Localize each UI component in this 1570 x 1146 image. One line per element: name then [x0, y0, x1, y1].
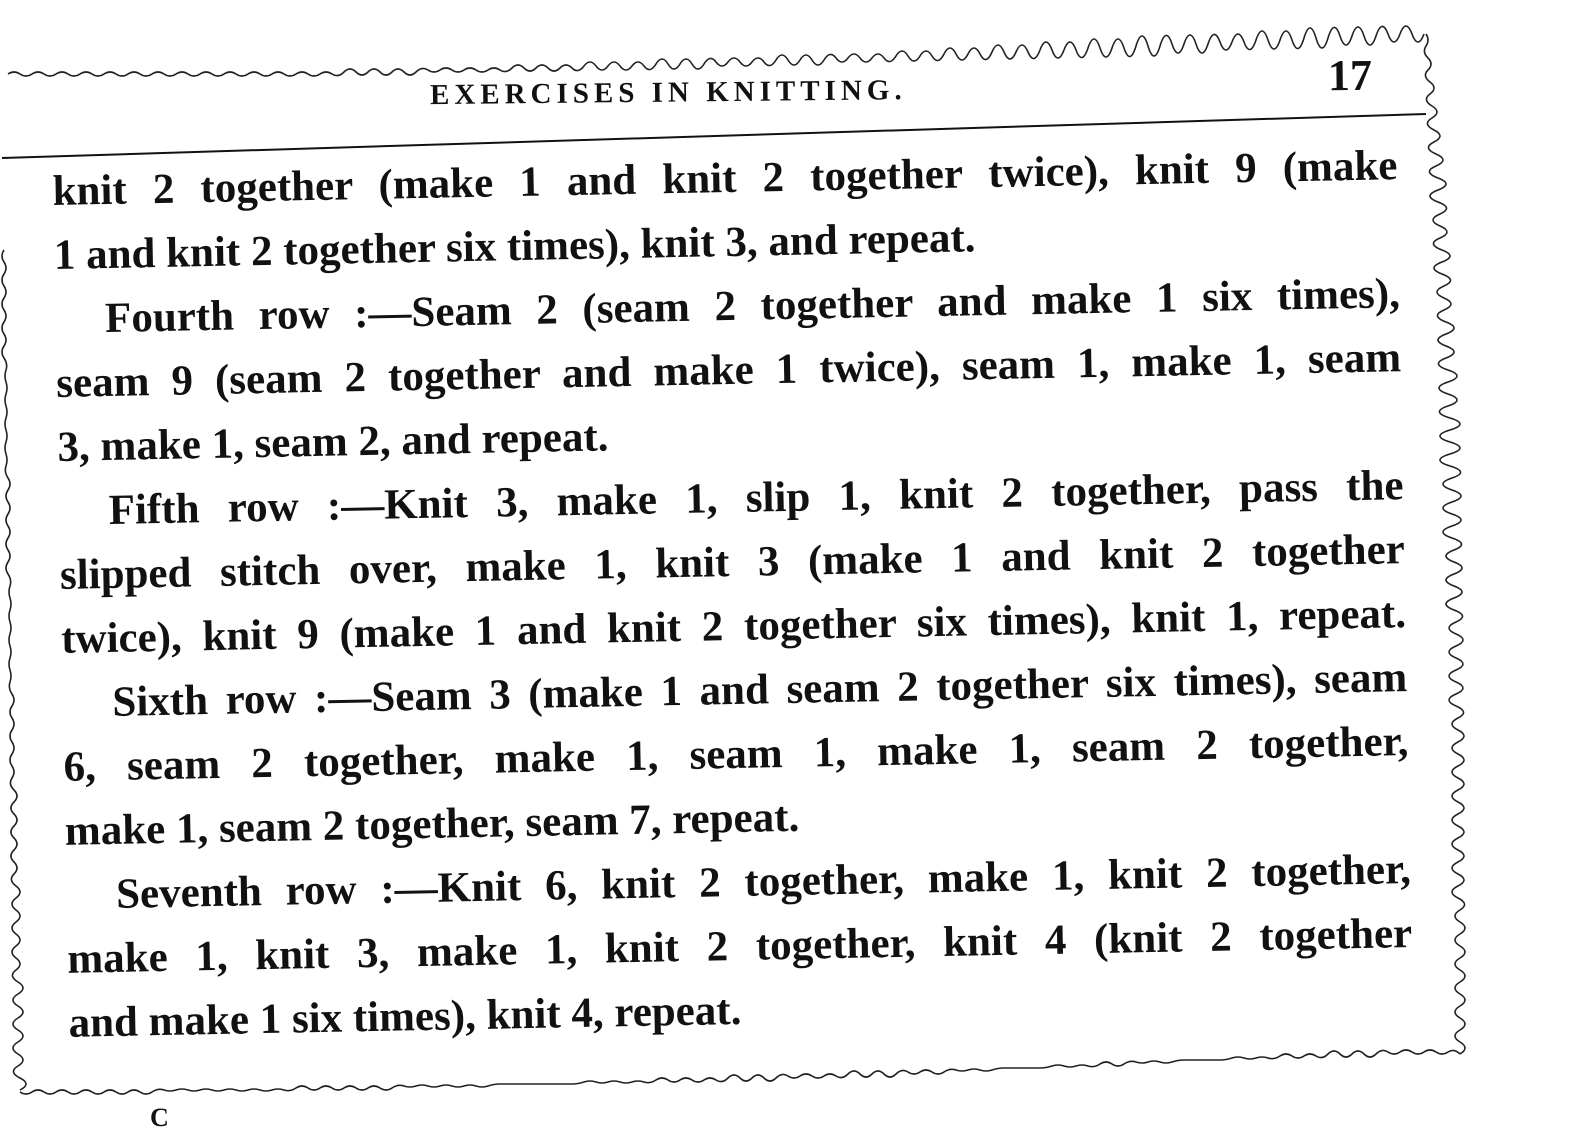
text-line: Sixth row :—Seam 3 (make 1 and seam 2 together six times), seam	[111, 654, 1408, 726]
left-border-wave	[2, 250, 26, 1090]
text-line: twice), knit 9 (make 1 and knit 2 together six times), knit 1, repeat.	[60, 590, 1407, 663]
text-line: slipped stitch over, make 1, knit 3 (make 1 and knit 2 together	[59, 526, 1406, 599]
right-border-wave	[1424, 34, 1465, 1054]
page-number: 17	[1327, 50, 1373, 101]
running-title: EXERCISES IN KNITTING.	[429, 74, 907, 112]
text-line: Fourth row :—Seam 2 (seam 2 together and make 1 six times),	[104, 270, 1401, 343]
text-line: knit 2 together (make 1 and knit 2 together twice), knit 9 (make	[52, 142, 1398, 215]
text-line: seam 9 (seam 2 together and make 1 twice), seam 1, make 1, seam	[55, 334, 1402, 407]
text-line: make 1, knit 3, make 1, knit 2 together, knit 4 (knit 2 together	[66, 910, 1413, 983]
top-border-wave	[8, 26, 1424, 76]
signature-mark: C	[150, 1103, 169, 1132]
text-line: 3, make 1, seam 2, and repeat.	[57, 413, 609, 471]
text-line: make 1, seam 2 together, seam 7, repeat.	[64, 793, 800, 855]
text-line: Seventh row :—Knit 6, knit 2 together, make 1, knit 2 together,	[115, 846, 1412, 918]
text-line: 6, seam 2 together, make 1, seam 1, make 1, seam 2 together,	[63, 718, 1409, 791]
body-text	[52, 134, 1414, 1056]
text-line: Fifth row :—Knit 3, make 1, slip 1, knit 2 together, pass the	[108, 462, 1404, 534]
text-line: 1 and knit 2 together six times), knit 3, and repeat.	[53, 214, 976, 279]
bottom-border-wave	[20, 1050, 1460, 1094]
text-line: and make 1 six times), knit 4, repeat.	[68, 986, 742, 1047]
